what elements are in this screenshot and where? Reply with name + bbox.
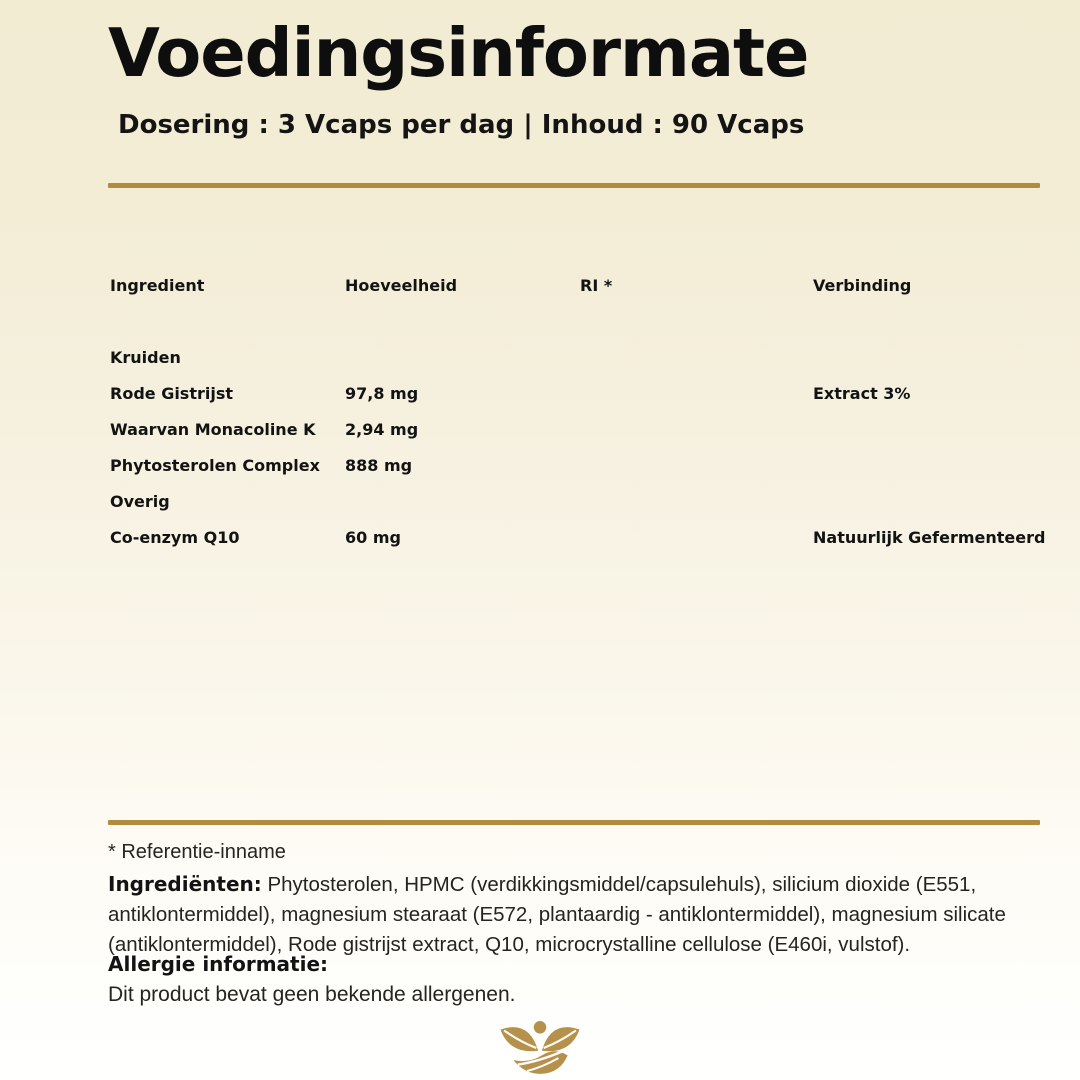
ingredients-label: Ingrediënten: <box>108 872 262 896</box>
cell-ingredient: Rode Gistrijst <box>110 384 234 403</box>
section-label: Kruiden <box>110 348 181 367</box>
column-header-ri: RI * <box>580 276 613 295</box>
reference-footnote: * Referentie-inname <box>108 841 286 863</box>
cell-amount: 888 mg <box>345 456 413 475</box>
cell-amount: 97,8 mg <box>345 384 419 403</box>
ingredients-paragraph <box>108 869 1046 960</box>
cell-ingredient: Waarvan Monacoline K <box>110 420 316 439</box>
cell-amount: 2,94 mg <box>345 420 419 439</box>
allergy-statement: Dit product bevat geen bekende allergenen. <box>108 983 516 1006</box>
cell-ingredient: Phytosterolen Complex <box>110 456 320 475</box>
cell-ingredient: Co-enzym Q10 <box>110 528 240 547</box>
column-header-ingredient: Ingredient <box>110 276 205 295</box>
top-divider <box>108 183 1040 188</box>
dosage-subtitle: Dosering : 3 Vcaps per dag | Inhoud : 90 Vcaps <box>118 110 805 140</box>
column-header-amount: Hoeveelheid <box>345 276 458 295</box>
column-header-binding: Verbinding <box>813 276 912 295</box>
cell-amount: 60 mg <box>345 528 401 547</box>
ingredients-text: Phytosterolen, HPMC (verdikkingsmiddel/capsulehuls), silicium dioxide (E551, antiklontermiddel), magnesium stearaat (E572, plantaardig - antiklontermiddel), magnesium silicate (antiklontermiddel), Rode gistrijst extract, Q10, microcrystalline cellulose (E460i, vulstof). <box>108 873 1006 956</box>
cell-binding: Natuurlijk Gefermenteerd <box>813 528 1046 547</box>
allergy-heading: Allergie informatie: <box>108 952 329 976</box>
leaf-emblem-logo <box>494 1018 586 1078</box>
cell-binding: Extract 3% <box>813 384 911 403</box>
page-title: Voedingsinformate <box>108 14 809 92</box>
section-label: Overig <box>110 492 170 511</box>
bottom-divider <box>108 820 1040 825</box>
